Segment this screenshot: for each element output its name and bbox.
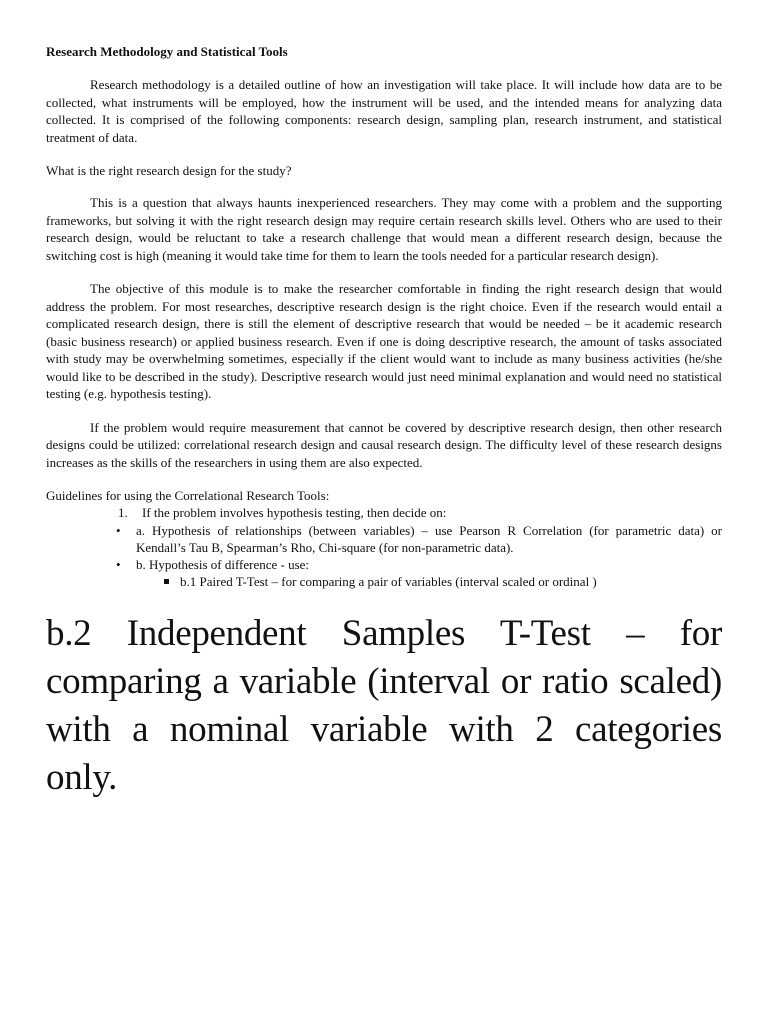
bullet-item-difference [46, 556, 722, 573]
item-text: If the problem involves hypothesis testing, then decide on: [142, 505, 447, 520]
square-bullet-icon [164, 579, 169, 584]
research-question: What is the right research design for the study? [46, 163, 292, 178]
paragraph-inexperienced-researchers: This is a question that always haunts inexperienced researchers. They may come with a problem and the supporting frameworks, but solving it with the right research design may require certain research skills level. Others who are used to their research design, would be reluctant to take a research challenge that would mean a different research design, because the switching cost is high (meaning it would take time for them to learn the tools needed for a particular research design). [46, 195, 722, 263]
guidelines-heading: Guidelines for using the Correlational Research Tools: [46, 488, 330, 503]
bullet-item-relationships [46, 522, 722, 556]
bullet-text: a. Hypothesis of relationships (between variables) – use Pearson R Correlation (for parametric data) or Kendall’s Tau B, Spearman’s Rho, Chi-square (for non-parametric data). [136, 523, 722, 555]
numbered-item [118, 504, 722, 521]
sub-bullet-text: b.1 Paired T-Test – for comparing a pair of variables (interval scaled or ordinal ) [180, 574, 597, 589]
bullet-icon: • [116, 557, 121, 572]
document-title: Research Methodology and Statistical Tools [46, 44, 288, 59]
intro-paragraph: Research methodology is a detailed outline of how an investigation will take place. It will include how data are to be collected, what instruments will be employed, how the instrument will be used, and the intended means for analyzing data collected. It is comprised of the following components: research design, sampling plan, research instrument, and statistical treatment of data. [46, 77, 722, 145]
paragraph-module-objective: The objective of this module is to make the researcher comfortable in finding the right research design that would address the problem. For most researches, descriptive research design is the right choice. Even if the research would entail a complicated research design, there is still the element of descriptive research that would be needed – be it academic research (basic business research) or applied business research. Even if one is doing descriptive research, the amount of tasks associated with study may be overwhelming sometimes, especially if the client would want to include as many business activities (he/she would like to be described in the study). Descriptive research would just need minimal explanation and would need no statistical testing (e.g. hypothesis testing). [46, 281, 722, 401]
large-text-independent-samples: b.2 Independent Samples T-Test – for comparing a variable (interval or ratio scaled) with a nominal variable with 2 categories only. [46, 613, 722, 798]
guidelines-section [46, 487, 722, 590]
bullet-icon: • [116, 523, 121, 538]
sub-bullet-paired-ttest [46, 573, 722, 590]
paragraph-other-designs: If the problem would require measurement that cannot be covered by descriptive research design, then other research designs could be utilized: correlational research design and causal research design. The difficulty level of these research designs increases as the skills of the researchers in using them are also expected. [46, 419, 722, 470]
item-number: 1. [118, 505, 128, 520]
bullet-text: b. Hypothesis of difference - use: [136, 557, 310, 572]
